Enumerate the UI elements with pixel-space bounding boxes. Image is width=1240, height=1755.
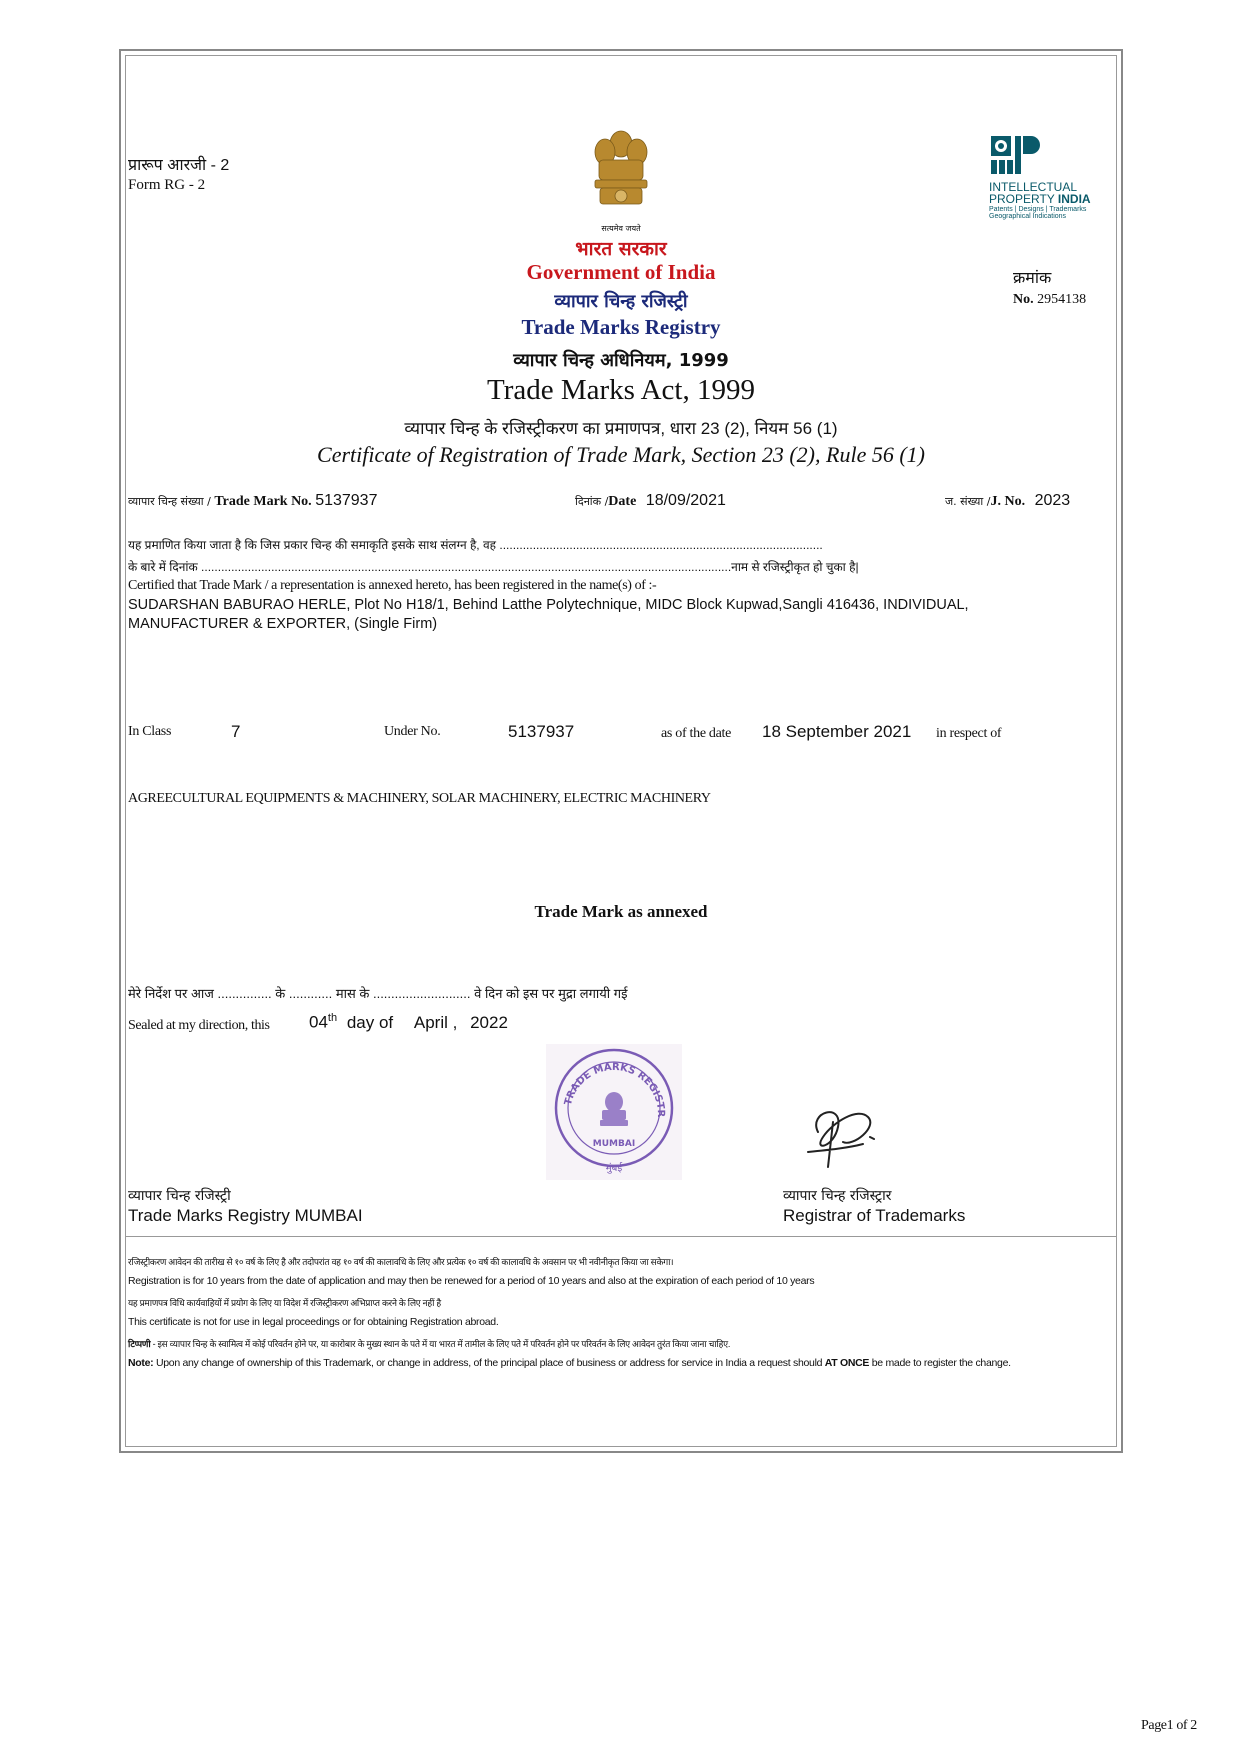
form-number: Form RG - 2: [128, 177, 206, 193]
sealed-day-of: day of: [346, 1012, 394, 1032]
ip-logo-line4: Geographical Indications: [989, 213, 1067, 220]
emblem-motto: सत्यमेव जयते: [601, 224, 641, 233]
footnote-usage: This certificate is not for use in legal proceedings or for obtaining Registration abroad.: [128, 1316, 499, 1328]
journal-value: 2023: [1034, 492, 1071, 509]
as-of-date-label: as of the date: [661, 726, 732, 741]
registry-title: Trade Marks Registry: [521, 315, 721, 339]
stamp-city-hindi: मुंबई: [605, 1163, 623, 1174]
certify-text-hindi-2: के बारे में दिनांक ...............................................................................................................................................................नाम से रजिस्ट्रीकृत हो चुका है|: [128, 560, 859, 574]
serial-value: 2954138: [1037, 292, 1087, 307]
footnote-hindi-3: [128, 1337, 730, 1350]
ip-logo-line1: INTELLECTUAL: [989, 180, 1078, 194]
serial-label: No.: [1013, 292, 1034, 307]
gov-title: Government of India: [526, 260, 716, 284]
certify-text: Certified that Trade Mark / a representation is annexed hereto, has been registered in the name(s) of :-: [128, 578, 657, 593]
under-no-label: Under No.: [384, 724, 441, 739]
goods-description: AGREECULTURAL EQUIPMENTS & MACHINERY, SOLAR MACHINERY, ELECTRIC MACHINERY: [128, 791, 711, 806]
ip-logo-line2: [989, 193, 1119, 206]
trademark-number-label: Trade Mark No.: [214, 494, 312, 509]
trademark-number: [128, 492, 377, 510]
registry-label-hindi: व्यापार चिन्ह रजिस्ट्री: [128, 1188, 231, 1204]
date-label-hindi: दिनांक /: [575, 495, 609, 508]
certify-text-hindi-1: यह प्रमाणित किया जाता है कि जिस प्रकार चिन्ह की समाकृति इसके साथ संलग्न है, वह .................................................................................................: [128, 538, 823, 552]
ip-logo-line3: Patents | Designs | Trademarks: [989, 206, 1087, 213]
form-number-hindi: प्रारूप आरजी - 2: [128, 157, 230, 174]
sealed-label: Sealed at my direction, this: [128, 1018, 270, 1033]
footnote-hindi-3-bold: टिप्पणी: [128, 1339, 151, 1349]
stamp-arc-text: TRADE MARKS REGISTR: [562, 1061, 667, 1117]
class-label: In Class: [128, 724, 172, 739]
class-value: 7: [231, 722, 241, 741]
signature-icon: [788, 1092, 888, 1172]
registry-stamp: [546, 1044, 682, 1180]
footnote-validity: Registration is for 10 years from the date of application and may then be renewed for a period of 10 years and also at the expiration of each period of 10 years: [128, 1275, 815, 1287]
trademark-number-hindi: व्यापार चिन्ह संख्या /: [128, 495, 215, 508]
owner-line-1: SUDARSHAN BABURAO HERLE, Plot No H18/1, Behind Latthe Polytechnique, MIDC Block Kupwad,Sangli 416436, INDIVIDUAL,: [128, 597, 969, 613]
annexed-note: Trade Mark as annexed: [534, 902, 708, 921]
national-emblem: [586, 124, 656, 234]
under-no-value: 5137937: [508, 722, 575, 741]
footnote-hindi-3-text: - इस व्यापार चिन्ह के स्वामित्व में कोई परिवर्तन होने पर, या कारोबार के मुख्य स्थान के पते में या भारत में तामील के लिए पते में परिवर्तन होने पर परिवर्तन के लिए आवेदन तुरंत किया जाना चाहिए.: [150, 1339, 731, 1349]
journal-number: [945, 492, 1070, 510]
sealed-text-hindi: मेरे निर्देश पर आज ............... के ............ मास के ........................... वे दिन को इस पर मुद्रा लगायी गई: [128, 986, 628, 1001]
act-title-hindi: व्यापार चिन्ह अधिनियम, 1999: [513, 350, 729, 371]
certificate-title-hindi: व्यापार चिन्ह के रजिस्ट्रीकरण का प्रमाणपत्र, धारा 23 (2), नियम 56 (1): [404, 419, 838, 438]
ip-india-icon: [989, 134, 1041, 176]
emblem-icon: [586, 124, 656, 220]
registry-seal-icon: [546, 1044, 682, 1180]
act-title: Trade Marks Act, 1999: [487, 374, 755, 406]
serial-label-hindi: क्रमांक: [1013, 270, 1052, 287]
note-emphasis: AT ONCE: [824, 1357, 870, 1369]
certificate-title: Certificate of Registration of Trade Mark, Section 23 (2), Rule 56 (1): [317, 442, 925, 467]
note-label: Note:: [128, 1357, 154, 1369]
registry-title-hindi: व्यापार चिन्ह रजिस्ट्री: [554, 291, 688, 312]
sealed-day-suffix: th: [327, 1012, 338, 1024]
ip-india-logo: [989, 134, 1119, 220]
trademark-number-value: 5137937: [315, 492, 378, 509]
footnote-hindi-2: यह प्रमाणपत्र विधि कार्यवाहियों में प्रयोग के लिए या विदेश में रजिस्ट्रीकरण अभिप्राप्त करने के लिए नहीं है: [128, 1298, 441, 1308]
page-number: Page1 of 2: [1141, 1718, 1197, 1733]
sealed-day: 04: [309, 1012, 328, 1032]
as-of-date-value: 18 September 2021: [762, 722, 912, 741]
sealed-year: 2022: [470, 1012, 508, 1032]
note-text-b: be made to register the change.: [869, 1357, 1011, 1369]
sealed-date: [309, 1012, 508, 1033]
ip-logo-property: PROPERTY: [989, 192, 1058, 206]
gov-title-hindi: भारत सरकार: [575, 238, 667, 260]
registrar-label-hindi: व्यापार चिन्ह रजिस्ट्रार: [783, 1188, 892, 1204]
journal-label: J. No.: [990, 494, 1026, 509]
stamp-city: MUMBAI: [592, 1139, 636, 1149]
ip-logo-india: INDIA: [1057, 192, 1091, 206]
footnote-hindi-1: रजिस्ट्रीकरण आवेदन की तारीख से १० वर्ष के लिए है और तदोपरांत वह १० वर्ष की कालावधि के लिए और प्रत्येक १० वर्ष की कालावधि के अवसान पर भी नवीनीकृत किया जा सकेगा।: [128, 1257, 674, 1267]
serial-number: [1013, 292, 1086, 308]
registry-label: Trade Marks Registry MUMBAI: [128, 1206, 363, 1225]
footer-divider: [126, 1236, 1116, 1237]
owner-line-2: MANUFACTURER & EXPORTER, (Single Firm): [128, 616, 438, 632]
date-value: 18/09/2021: [645, 492, 726, 509]
certificate-date: [575, 492, 726, 510]
note-text-a: Upon any change of ownership of this Trademark, or change in address, of the principal place of business or address for service in India a request should: [153, 1357, 825, 1369]
registrar-signature: [788, 1092, 888, 1172]
journal-label-hindi: ज. संख्या /: [945, 495, 991, 508]
in-respect-of-label: in respect of: [936, 726, 1002, 741]
registrar-label: Registrar of Trademarks: [783, 1206, 966, 1225]
date-label: Date: [608, 494, 637, 509]
sealed-month: April ,: [413, 1012, 458, 1032]
footnote-note: [128, 1357, 1011, 1369]
